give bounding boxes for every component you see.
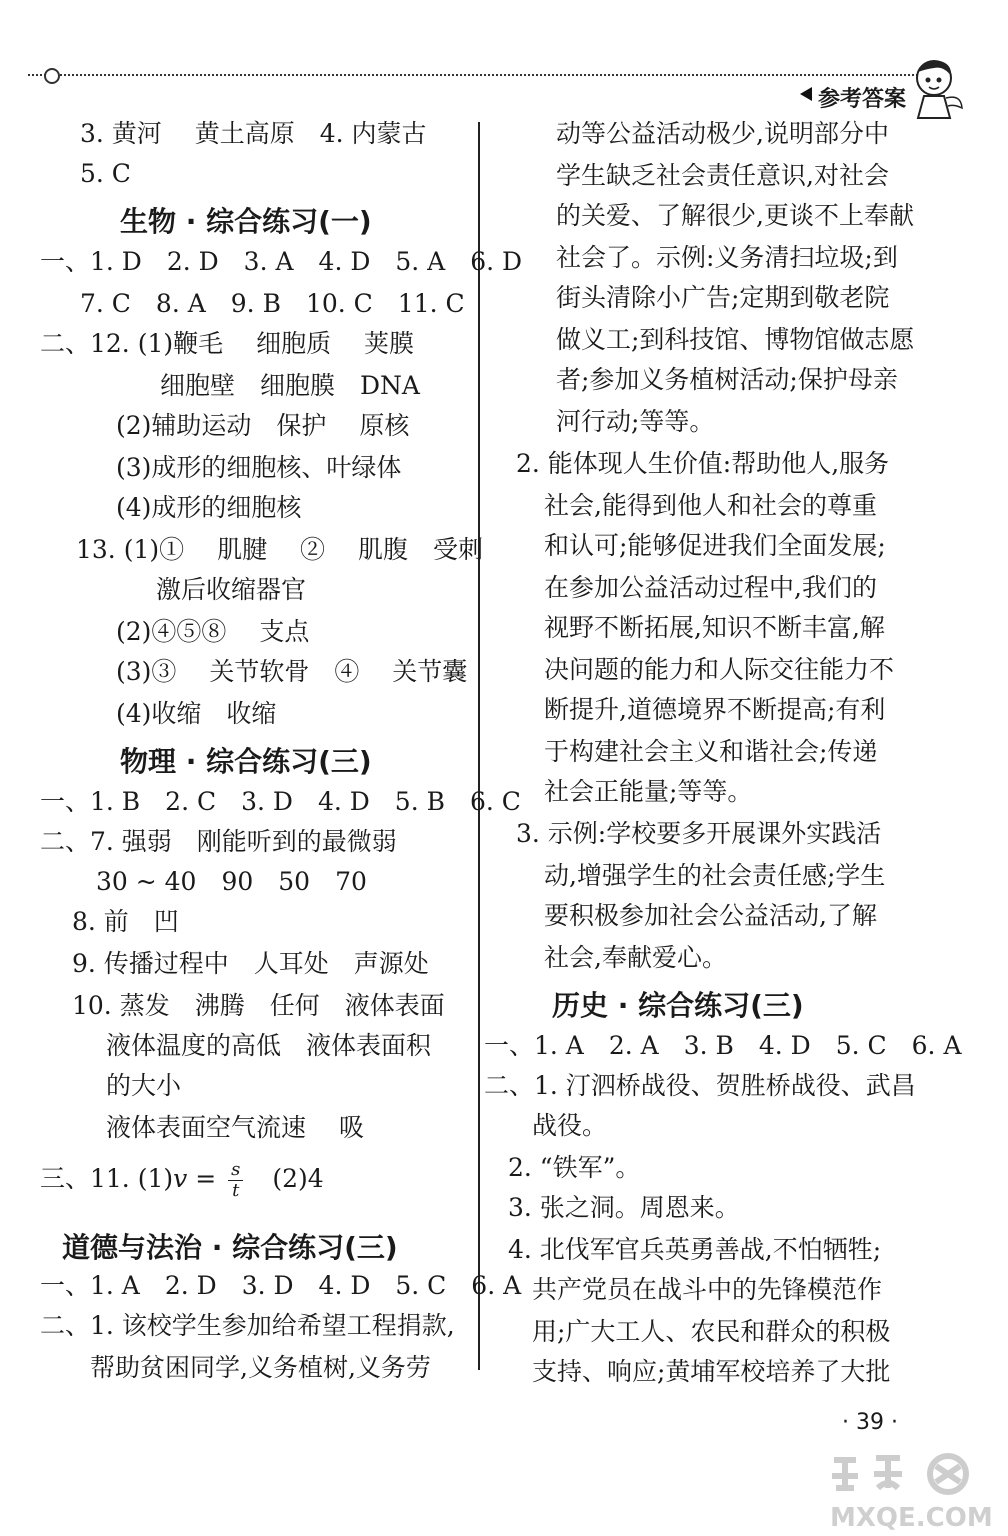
column-divider [478, 122, 480, 1370]
answer-line: 一、1. B 2. C 3. D 4. D 5. B 6. C [40, 787, 521, 816]
answer-line: (2)辅助运动 保护 原核 [116, 411, 410, 440]
answer-line: 的大小 [106, 1071, 182, 1100]
answer-line: 做义工;到科技馆、博物馆做志愿 [556, 325, 915, 354]
header-circle-icon [44, 68, 60, 84]
formula-part: (2)4 [247, 1164, 324, 1193]
answer-line: 于构建社会主义和谐社会;传递 [544, 737, 878, 766]
answer-line: 河行动;等等。 [556, 407, 715, 436]
formula-line [40, 1160, 324, 1201]
answer-line: 决问题的能力和人际交往能力不 [544, 655, 895, 684]
answer-line: 10. 蒸发 沸腾 任何 液体表面 [72, 991, 445, 1020]
answer-line: 二、7. 强弱 刚能听到的最微弱 [40, 827, 397, 856]
answer-line: 动,增强学生的社会责任感;学生 [544, 861, 886, 890]
answer-line: 二、12. (1)鞭毛 细胞质 荚膜 [40, 329, 415, 358]
section-heading: 物理 · 综合练习(三) [120, 745, 372, 778]
answer-line: (2)④⑤⑧ 支点 [116, 617, 310, 646]
header-arrow-icon [800, 87, 812, 101]
answer-line: 13. (1)① 肌腱 ② 肌腹 受刺 [76, 535, 483, 564]
answer-line: 者;参加义务植树活动;保护母亲 [556, 365, 898, 394]
section-heading: 生物 · 综合练习(一) [120, 205, 372, 238]
answer-line: 细胞壁 细胞膜 DNA [160, 371, 420, 400]
answer-line: 3. 示例:学校要多开展课外实践活 [516, 819, 882, 848]
formula-part: = [187, 1164, 225, 1193]
answer-line: 4. 北伐军官兵英勇善战,不怕牺牲; [508, 1235, 882, 1264]
page-number: · 39 · [842, 1410, 898, 1435]
answer-line: 和认可;能够促进我们全面发展; [544, 531, 886, 560]
answer-line: 9. 传播过程中 人耳处 声源处 [72, 949, 429, 978]
header-label: 参考答案 [818, 87, 907, 112]
answer-line: 液体表面空气流速 吸 [106, 1113, 364, 1142]
answer-line: 的关爱、了解很少,更谈不上奉献 [556, 201, 914, 230]
answer-line: 8. 前 凹 [72, 907, 179, 936]
answer-line: (3)③ 关节软骨 ④ 关节囊 [116, 657, 468, 686]
answer-line: 战役。 [532, 1111, 608, 1140]
answer-line: 共产党员在战斗中的先锋模范作 [532, 1275, 883, 1304]
formula-part: 三、11. (1) [40, 1164, 174, 1193]
answer-line: 5. C [80, 159, 131, 188]
answer-line: 2. 能体现人生价值:帮助他人,服务 [516, 449, 890, 478]
answer-line: 在参加公益活动过程中,我们的 [544, 573, 877, 602]
answer-line: 一、1. A 2. D 3. D 4. D 5. C 6. A [40, 1271, 522, 1300]
answer-line: 二、1. 汀泗桥战役、贺胜桥战役、武昌 [484, 1071, 916, 1100]
answer-line: 液体温度的高低 液体表面积 [106, 1031, 432, 1060]
answer-line: 帮助贫困同学,义务植树,义务劳 [90, 1353, 431, 1382]
answer-line: 3. 张之洞。周恩来。 [508, 1193, 740, 1222]
answer-line: 街头清除小广告;定期到敬老院 [556, 283, 890, 312]
section-heading: 道德与法治 · 综合练习(三) [62, 1231, 398, 1264]
watermark-logo-icon [826, 1448, 1000, 1532]
answer-line: 断提升,道德境界不断提高;有利 [544, 695, 886, 724]
header-rule [28, 74, 938, 76]
fraction [228, 1160, 243, 1201]
answer-line: 社会,能得到他人和社会的尊重 [544, 491, 877, 520]
answer-line: 二、1. 该校学生参加给希望工程捐款, [40, 1311, 455, 1340]
answer-line: 视野不断拓展,知识不断丰富,解 [544, 613, 885, 642]
answer-line: (3)成形的细胞核、叶绿体 [116, 453, 402, 482]
answer-line: 要积极参加社会公益活动,了解 [544, 901, 877, 930]
answer-line: 用;广大工人、农民和群众的积极 [532, 1317, 891, 1346]
mascot-icon [906, 56, 966, 126]
formula-part: s [228, 1160, 243, 1181]
answer-line: 激后收缩器官 [156, 575, 307, 604]
answer-line: 社会正能量;等等。 [544, 777, 753, 806]
answer-line: 社会,奉献爱心。 [544, 943, 727, 972]
answer-line: 一、1. D 2. D 3. A 4. D 5. A 6. D [40, 247, 523, 276]
answer-line: 学生缺乏社会责任意识,对社会 [556, 161, 889, 190]
answer-line: 7. C 8. A 9. B 10. C 11. C [80, 289, 465, 318]
answer-line: 动等公益活动极少,说明部分中 [556, 119, 889, 148]
svg-text:MXQE.COM: MXQE.COM [830, 1503, 993, 1532]
formula-part: t [232, 1180, 240, 1201]
answer-line: 3. 黄河 黄土高原 4. 内蒙古 [80, 119, 427, 148]
answer-line: 2. “铁军”。 [508, 1153, 641, 1182]
section-heading: 历史 · 综合练习(三) [552, 989, 804, 1022]
answer-line: 社会了。示例:义务清扫垃圾;到 [556, 243, 898, 272]
answer-line: 支持、响应;黄埔军校培养了大批 [532, 1357, 891, 1386]
answer-line: 30 ~ 40 90 50 70 [96, 867, 367, 896]
answer-line: 一、1. A 2. A 3. B 4. D 5. C 6. A [484, 1031, 962, 1060]
answer-line: (4)成形的细胞核 [116, 493, 302, 522]
answer-line: (4)收缩 收缩 [116, 699, 277, 728]
formula-part: v [173, 1164, 188, 1193]
